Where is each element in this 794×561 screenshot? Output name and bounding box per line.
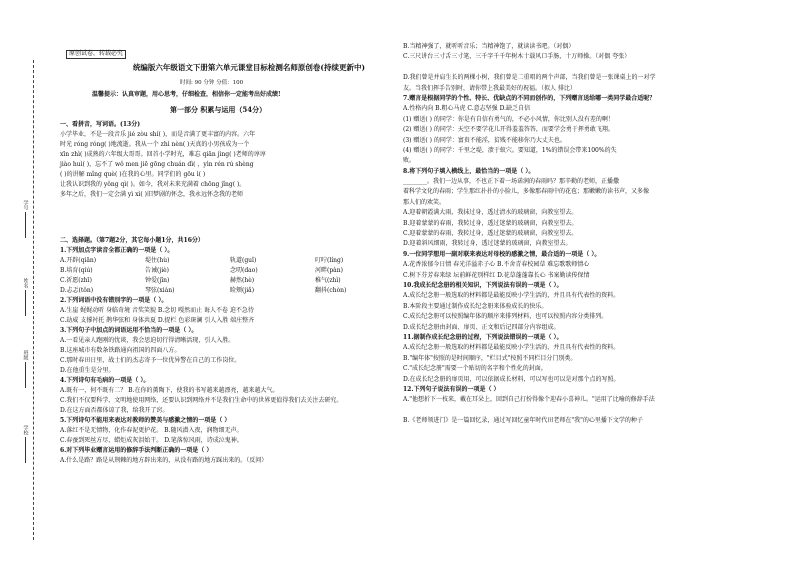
question-stem: 11.据制作成长纪念册的过程，下列说法错误的一项是（ ）。 (403, 333, 563, 341)
text-line: C.迎着蒙蒙的春雨，我转过身，透过迷蒙的玻璃窗，向教室望去。 (403, 230, 578, 238)
option-line: B.这座城市有数条铁路通向祖国的四面八方。 (60, 347, 181, 354)
option-line: C.劫威 支撑衬托 鹊华弦和 身体共夏 D.捉栏 色彩斑澜 引人入胜 端庄整齐 (60, 317, 255, 324)
option-line: D.在这方面否都体谅了我，给我开了窍。 (60, 407, 169, 414)
text-line: (3) 赠送( ) 的同学：富贵不能淫，贫贱不能移你乃大丈夫也。 (403, 136, 566, 144)
option-line: A.生崖 娓娓动听 身临奇境 音奖笑貌 B.念切 嘎然而止 诲人不卷 迫不急待 (60, 307, 254, 314)
text-line: D.我们曾是并肩生长的两棵小树，我们曾是二重唱的两个声部，当我们曾是一张课桌上的一对学 (403, 74, 656, 82)
text-line: A.成长纪念册一般选取的材料都是最能反映小学生活的，并且具有代表性的资料。 (403, 292, 620, 300)
question-stem: 8.将下列句子填入横线上，最恰当的一项是（ ）。 (403, 167, 535, 175)
question-stem: 2.下列词语中没有错别字的一项是（ ）。 (60, 297, 168, 304)
option-line: A.既有一，何不既有二？ B.在你的薰陶下，使我的书写越来越漂亮，越来越大气。 (60, 387, 279, 394)
option-line: A.什么是路？路是从荆棘的地方辟出来的，从没有路的地方踩出来的。（反问） (60, 457, 268, 464)
warm-notice: 温馨提示：认真审题，用心思考，仔细检查，相信你一定能考出好成绩! (92, 91, 281, 98)
text-line: C.树下芬芳春来绿 坛前鲜花别样红 D.花草蓬蓬靠长心 书案勤读传保情 (403, 271, 590, 279)
option-row: C.祈愿(zhī) 钟爱(jǐn) 赫然(hè) 稚气(zhì) (60, 277, 341, 284)
section-pinyin (60, 122, 400, 202)
text-line: A.成长纪念册一般选取的材料都是最能反映小学生活的，并且具有代表性的资料。 (403, 344, 620, 352)
text-line: 着科学文化的春雨；学生那红扑扑的小脸儿，多像那春雨中的花苞；那嫩嫩的读书声，又多像 (403, 188, 650, 196)
question-stem: 7.赠言是根据同学的个性、特长、优缺点的不同而创作的，下列赠言送给哪一类同学最合适呢？ (403, 94, 656, 102)
text-line: D.迎着斜风细雨，我转过身，透过迷蒙的玻璃窗，向教室望去。 (403, 240, 572, 248)
text-line: (1) 赠送( ) 的同学：你是有自信有勇气的，不必小风情，你比别人没有差的啊！ (403, 115, 614, 123)
text-line: C.三尺讲台三寸舌三寸笔，三千字千千年树木十载风口手肠，十万师操。（对偶 夸张） (403, 53, 631, 61)
right-questions (403, 44, 783, 428)
option-line: A.落红不是无情物，化作春泥更护花。 B.随风潜入夜，润物细无声。 (60, 427, 243, 434)
text-line: B.《老师领进门》是一篇回忆录，通过写回忆童年时代田老师在"我"的心里播下文学的种子 (403, 417, 643, 425)
section-heading: 一、看拼音，写词语。(13分) (60, 121, 141, 128)
pinyin-line: 小学毕业，不是一段音乐 jié zòu shí( )，而是音满了更丰富的内容。六年 (60, 131, 256, 138)
text-line: C."成长纪念册"需要一个贴切的名字和个性化的封面。 (403, 365, 547, 373)
pinyin-line: 多年之后，我们一定会满 yì xì( )旧梦剧的怀念，我永远怀念我的老师 (60, 191, 244, 198)
text-line: C.成长纪念册可以按照编年体的顺序来排列材料，也可以按照内容分类排列。 (403, 313, 608, 321)
exam-meta: 时间: 90 分钟 分值：100 (180, 80, 244, 86)
section-choice (60, 238, 400, 468)
option-line: C.春蚕到死丝方尽，蜡炬成灰泪始干。 D.笔落惊风雨，诗成泣鬼神。 (60, 437, 243, 444)
pinyin-line: ( )的讲解 mǐng què( )在我的心里。同学们的 gōu ì( ) (60, 171, 206, 178)
text-line: (4) 赠送( ) 的同学：千里之堤，溃于蚁穴。要知道，1%的错误会带来100%的失 (403, 146, 617, 154)
text-line: B."编年体"按照的是时间顺序，"栏目式"按照不同栏目分门别类。 (403, 354, 577, 362)
option-line: A.一看见亲人跑刚的忧谈，我会思迫切行得清晰活现，引人入胜。 (60, 337, 235, 344)
binding-margin (0, 0, 40, 561)
text-line: A."他想折下一枝来，戴在耳朵上，回到自己打扮得像个迎春小喜神儿。"运用了比喻的修辞手法 (403, 396, 655, 404)
binding-field-class: 班级 (22, 350, 28, 388)
pinyin-line: 时光 róng róng( )地流逝。我从一个 zhì nèn( )天真的小男孩成为一个 (60, 141, 250, 148)
section-heading: 二、选择题。（第7题2分，其它每小题1分，共16分） (60, 237, 204, 244)
text-line: B.迎着蒙蒙的春雨，我转过身，透过迷蒙的玻璃窗，向教室望去。 (403, 219, 578, 227)
question-stem: 5.下列诗句不能用来表达对教师的赞美与感激之情的一项是（ ） (60, 417, 231, 424)
pinyin-line: xīn zhì( )成熟的六年级大哥哥。回首小学时光，难忘 qiān jìng( )老师的谆谆 (60, 151, 266, 158)
question-stem: 10.我成长纪念册的相关知识，下列说法有误的一项是（ ）。 (403, 281, 563, 289)
text-line: 败。 (403, 157, 416, 165)
question-stem: 1.下列加点字读音全都正确的一项是（ ）。 (60, 247, 174, 254)
part-heading: 第一部分 积累与运用（54分） (170, 105, 267, 114)
text-line: ________。我们一边从事，不也正下着一场诺润的春雨吗？那辛勤的老师，正播撒 (403, 178, 620, 186)
option-row: D.忐忑(tǒn) 琴弦(xián) 睑颊(jiǎ) 翻抖(chòn) (60, 287, 347, 294)
question-stem: 9.一位同学想用一副对联来表达对母校的感激之情，最合适的一项是（ ）。 (403, 250, 601, 258)
text-line: D.在成长纪念册的扉页用，可以依据成长材料，可以写也可以是对那个点的写照。 (403, 375, 620, 383)
original-badge: 原创试卷，转载必究 (66, 50, 126, 59)
question-stem: 12.下列句子说法有误的一项是（ ） (403, 385, 500, 393)
binding-field-school: 学校 (22, 425, 28, 463)
option-row: A.开辟(qiān) 堤住(hù) 轨道(guǐ) 叮咛(líng) (60, 257, 344, 264)
pinyin-line: 让我认识到我的 yǒng qì( )。如今，我对未来充满着 chōng jǐng( )。 (60, 181, 246, 188)
exam-title: 统编版六年级语文下册第六单元课堂目标检测名师原创卷(持续更新中) (132, 63, 366, 72)
question-stem: 6.对下列毕业赠言运用的修辞手法判断正确的一项是（ ） (60, 447, 213, 454)
pinyin-line: jiào huì( )，忘不了 wǒ men jiē gōng chuán dì( ，yìn rén rú shèng (60, 161, 254, 168)
text-line: 友。当我们挥手告别时，请你带上我最美好的祝福。（拟人 排比） (403, 84, 576, 92)
text-line: A.性格内向 B.粗心马虎 C.意志坚强 D.缺乏自信 (403, 105, 531, 113)
text-line: B.本阶段主要通过制作成长纪念册来体验成长的快乐。 (403, 302, 548, 310)
question-stem: 3.下列句子中加点的词语运用不恰当的一项是（ ）。 (60, 327, 198, 334)
text-line: (2) 赠送( ) 的同学：天空不要学花儿开得羞羞答答，而要学会勇于挥勇敢飞翔。 (403, 126, 614, 134)
binding-field-student-id: 学号 (22, 200, 28, 238)
text-line: A.花香浓郁今日情 春光洋溢赤子心 B.不舍青春校园草 难忘歌歌师情心 (403, 261, 590, 269)
text-line: D.成长纪念册由封面、扉页、正文和后记四部分内容组成。 (403, 323, 560, 331)
binding-dashed-line (33, 60, 34, 540)
binding-field-name: 姓名 (22, 278, 28, 316)
question-stem: 4.下列诗句有毛病的一项是（ ）。 (60, 377, 150, 384)
option-row: B.培育(qiú) 告诫(jiè) 念叨(dao) 河畔(pàn) (60, 267, 343, 274)
text-line: 那人们的欢笑。 (403, 198, 446, 206)
option-line: C.我们不仅要科学、文明地使用网络，还要认识到网络并不是我们生命中的世界更值得我们去关注去研究。 (60, 397, 343, 404)
text-line: B.当精神强了，就听听音乐；当精神饱了，就读读书吧。（对偶） (403, 43, 575, 50)
option-line: D.在他重生是分里。 (60, 367, 115, 374)
option-line: C.那时春田日里，战士们的杰志寄予一位优异警在自己的工作岗位。 (60, 357, 241, 364)
text-line: A.迎着朝霞满大雨，我抹过身，透过清水的玻璃窗，向教室望去。 (403, 209, 578, 217)
